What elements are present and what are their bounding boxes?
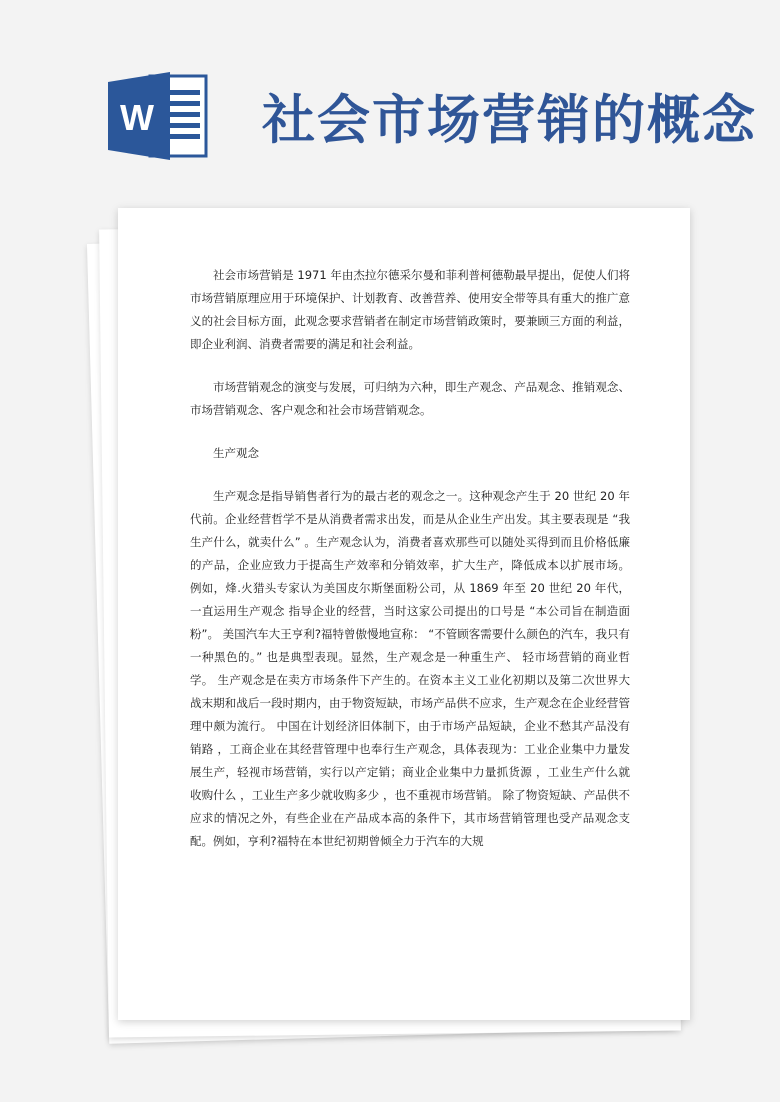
paragraph-production-concept: 生产观念是指导销售者行为的最古老的观念之一。这种观念产生于 20 世纪 20 年代前。企业经营哲学不是从消费者需求出发，而是从企业生产出发。其主要表现是 “我生产什么，就卖什么” 。生产观念认为，消费者喜欢那些可以随处买得到而且价格低廉的产品，企业应致力于提高生产效率和分销效率，扩大生产，降低成本以扩展市场。 例如，烽.火猎头专家认为美国皮尔斯堡面粉公司，从 1869 年至 20 世纪 20 年代，一直运用生产观念 指导企业的经营，当时这家公司提出的口号是 “本公司旨在制造面粉”。 美国汽车大王亨利?福特曾傲慢地宣称： “不管顾客需要什么颜色的汽车，我只有一种黑色的。” 也是典型表现。显然，生产观念是一种重生产、 轻市场营销的商业哲学。 生产观念是在卖方市场条件下产生的。在资本主义工业化初期以及第二次世界大战末期和战后一段时期内，由于物资短缺，市场产品供不应求，生产观念在企业经营管理中颇为流行。 中国在计划经济旧体制下，由于市场产品短缺，企业不愁其产品没有销路 ，工商企业在其经营管理中也奉行生产观念，具体表现为：工业企业集中力量发展生产，轻视市场营销，实行以产定销；商业企业集中力量抓货源 ，工业生产什么就收购什么 ，工业生产多少就收购多少 ，也不重视市场营销。 除了物资短缺、产品供不应求的情况之外，有些企业在产品成本高的条件下，其市场营销管理也受产品观念支配。例如，亨利?福特在本世纪初期曾倾全力于汽车的大规	[190, 489, 630, 848]
word-icon-letter: W	[120, 97, 154, 138]
banner-header	[0, 0, 780, 200]
section-heading: 生产观念	[213, 446, 259, 460]
document-body	[190, 264, 630, 853]
document-page	[118, 208, 690, 1020]
page-title: 社会市场营销的概念	[262, 89, 757, 151]
word-document-icon	[108, 72, 208, 160]
paragraph-intro: 社会市场营销是 1971 年由杰拉尔德采尔曼和菲利普柯德勒最早提出，促使人们将市场营销原理应用于环境保护、计划教育、改善营养、使用安全带等具有重大的推广意义的社会目标方面，此观念要求营销者在制定市场营销政策时，要兼顾三方面的利益，即企业利润、消费者需要的满足和社会利益。	[190, 268, 630, 351]
paragraph-evolution: 市场营销观念的演变与发展，可归纳为六种，即生产观念、产品观念、推销观念、市场营销观念、客户观念和社会市场营销观念。	[190, 380, 630, 417]
